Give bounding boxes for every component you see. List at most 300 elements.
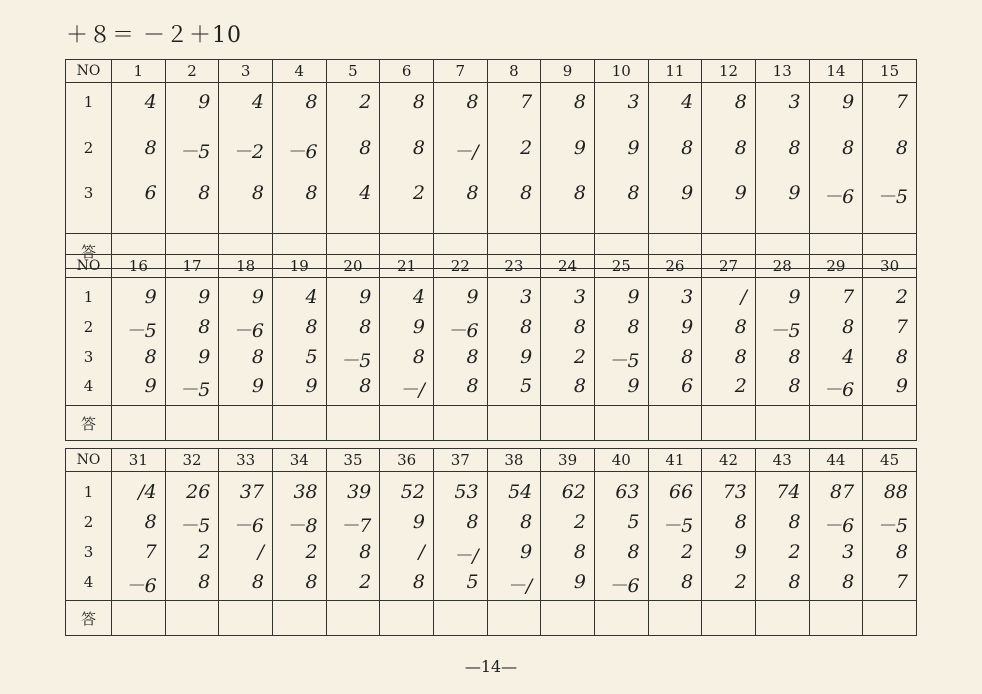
answer-box-21[interactable] <box>380 406 434 441</box>
handwritten-number: 8 <box>788 511 801 533</box>
handwritten-number: 2 <box>734 571 747 593</box>
problem-number: 9 <box>541 60 595 83</box>
handwritten-number: －/ <box>506 575 533 597</box>
problem-column-7 <box>433 83 487 234</box>
handwritten-number: －5 <box>125 320 157 342</box>
handwritten-number: 8 <box>305 316 318 338</box>
handwritten-number: 5 <box>466 571 479 593</box>
problem-column-32 <box>165 472 219 601</box>
handwritten-number: 8 <box>412 346 425 368</box>
handwritten-number: 8 <box>305 182 318 204</box>
handwritten-number: 8 <box>627 541 640 563</box>
handwritten-number: 7 <box>144 541 157 563</box>
handwritten-number: 3 <box>520 286 533 308</box>
problem-number: 8 <box>487 60 541 83</box>
handwritten-number: 8 <box>734 511 747 533</box>
handwritten-number: 9 <box>895 375 908 397</box>
handwritten-number: 6 <box>681 375 694 397</box>
handwritten-number: 8 <box>734 137 747 159</box>
handwritten-number: 9 <box>734 182 747 204</box>
handwritten-number: 8 <box>681 137 694 159</box>
problem-column-20 <box>326 278 380 406</box>
answer-label: 答 <box>66 406 112 441</box>
problem-number: 26 <box>648 255 702 278</box>
problem-column-18 <box>219 278 273 406</box>
answer-box-33[interactable] <box>219 601 273 636</box>
handwritten-number: 8 <box>412 571 425 593</box>
problem-number: 34 <box>272 449 326 472</box>
answer-box-42[interactable] <box>702 601 756 636</box>
handwritten-number: 7 <box>520 91 533 113</box>
handwritten-number: 8 <box>627 316 640 338</box>
handwritten-number: 8 <box>573 316 586 338</box>
answer-box-29[interactable] <box>809 406 863 441</box>
handwritten-number: －5 <box>769 320 801 342</box>
handwritten-number: －6 <box>232 515 264 537</box>
problem-number: 27 <box>702 255 756 278</box>
problem-number: 20 <box>326 255 380 278</box>
handwritten-number: 37 <box>239 481 264 503</box>
no-header: NO <box>66 60 112 83</box>
answer-box-19[interactable] <box>272 406 326 441</box>
handwritten-number: －5 <box>876 515 908 537</box>
problem-column-16 <box>112 278 166 406</box>
problem-number: 5 <box>326 60 380 83</box>
handwritten-number: 8 <box>520 182 533 204</box>
handwritten-number: －5 <box>608 350 640 372</box>
handwritten-number: 5 <box>627 511 640 533</box>
handwritten-number: 9 <box>681 316 694 338</box>
handwritten-number: 8 <box>734 91 747 113</box>
row-label: 3 <box>83 184 94 202</box>
problem-block-2 <box>65 254 917 441</box>
handwritten-number: 8 <box>466 346 479 368</box>
problem-number: 17 <box>165 255 219 278</box>
handwritten-number: －2 <box>232 141 264 163</box>
problem-block-1 <box>65 59 917 269</box>
handwritten-number: 4 <box>305 286 318 308</box>
row-label: 3 <box>83 543 94 561</box>
problem-column-41 <box>648 472 702 601</box>
handwritten-number: 8 <box>144 137 157 159</box>
handwritten-number: 5 <box>305 346 318 368</box>
answer-box-17[interactable] <box>165 406 219 441</box>
handwritten-number: 8 <box>520 511 533 533</box>
handwritten-number: －6 <box>823 515 855 537</box>
problem-column-37 <box>433 472 487 601</box>
handwritten-number: / <box>257 541 264 563</box>
answer-box-37[interactable] <box>433 601 487 636</box>
answer-box-43[interactable] <box>755 601 809 636</box>
problem-column-43 <box>755 472 809 601</box>
handwritten-number: 8 <box>681 346 694 368</box>
problem-number: 1 <box>112 60 166 83</box>
handwritten-number: 8 <box>734 346 747 368</box>
answer-box-22[interactable] <box>433 406 487 441</box>
handwritten-number: 8 <box>520 316 533 338</box>
problem-number: 18 <box>219 255 273 278</box>
problem-number: 31 <box>112 449 166 472</box>
problem-number: 3 <box>219 60 273 83</box>
problem-number: 19 <box>272 255 326 278</box>
handwritten-number: －6 <box>823 186 855 208</box>
problem-column-25 <box>594 278 648 406</box>
answer-box-27[interactable] <box>702 406 756 441</box>
handwritten-number: 8 <box>895 541 908 563</box>
answer-box-20[interactable] <box>326 406 380 441</box>
handwritten-number: 2 <box>573 511 586 533</box>
problem-number: 10 <box>594 60 648 83</box>
problem-number: 23 <box>487 255 541 278</box>
handwritten-number: 9 <box>627 375 640 397</box>
problem-column-24 <box>541 278 595 406</box>
handwritten-number: 8 <box>305 91 318 113</box>
handwritten-number: 9 <box>520 346 533 368</box>
problem-block-3 <box>65 448 917 636</box>
handwritten-number: 62 <box>561 481 586 503</box>
problem-column-13 <box>755 83 809 234</box>
problem-number: 42 <box>702 449 756 472</box>
handwritten-number: 8 <box>842 137 855 159</box>
handwritten-number: 8 <box>681 571 694 593</box>
handwritten-number: 87 <box>830 481 855 503</box>
problem-column-19 <box>272 278 326 406</box>
problem-number: 12 <box>702 60 756 83</box>
handwritten-number: 8 <box>842 571 855 593</box>
handwritten-number: －7 <box>340 515 372 537</box>
answer-box-31[interactable] <box>112 601 166 636</box>
answer-box-40[interactable] <box>594 601 648 636</box>
problem-number: 35 <box>326 449 380 472</box>
row-label: 1 <box>83 93 94 111</box>
problem-column-4 <box>272 83 326 234</box>
handwritten-number: 9 <box>251 286 264 308</box>
problem-column-17 <box>165 278 219 406</box>
answer-box-44[interactable] <box>809 601 863 636</box>
problem-number: 2 <box>165 60 219 83</box>
problem-column-44 <box>809 472 863 601</box>
problem-column-29 <box>809 278 863 406</box>
handwritten-number: 9 <box>520 541 533 563</box>
answer-box-24[interactable] <box>541 406 595 441</box>
handwritten-number: 2 <box>895 286 908 308</box>
row-label: 3 <box>83 348 94 366</box>
handwritten-number: 9 <box>359 286 372 308</box>
problem-number: 37 <box>433 449 487 472</box>
handwritten-number: 39 <box>347 481 372 503</box>
problem-column-40 <box>594 472 648 601</box>
row-label: 2 <box>83 318 94 336</box>
handwritten-number: 8 <box>788 571 801 593</box>
row-label: 1 <box>83 288 94 306</box>
problem-number: 6 <box>380 60 434 83</box>
problem-number: 25 <box>594 255 648 278</box>
handwritten-number: －5 <box>662 515 694 537</box>
handwritten-number: 54 <box>508 481 533 503</box>
handwritten-number: 3 <box>788 91 801 113</box>
handwritten-number: 8 <box>895 346 908 368</box>
problem-number: 30 <box>863 255 917 278</box>
problem-header: ＋８＝ －２＋10 <box>66 23 242 48</box>
handwritten-number: －/ <box>399 379 425 401</box>
handwritten-number: 8 <box>466 511 479 533</box>
answer-label: 答 <box>66 234 112 269</box>
problem-column-21 <box>380 278 434 406</box>
handwritten-number: －5 <box>179 141 211 163</box>
problem-column-38 <box>487 472 541 601</box>
handwritten-number: 2 <box>305 541 318 563</box>
problem-number: 41 <box>648 449 702 472</box>
handwritten-number: 2 <box>359 91 372 113</box>
problem-column-36 <box>380 472 434 601</box>
handwritten-number: 8 <box>734 316 747 338</box>
handwritten-number: 9 <box>144 286 157 308</box>
handwritten-number: 8 <box>466 182 479 204</box>
handwritten-number: 8 <box>466 91 479 113</box>
handwritten-number: 8 <box>144 346 157 368</box>
answer-box-16[interactable] <box>112 406 166 441</box>
handwritten-number: 8 <box>251 346 264 368</box>
no-header: NO <box>66 255 112 278</box>
handwritten-number: 4 <box>251 91 264 113</box>
problem-number: 33 <box>219 449 273 472</box>
problem-column-45 <box>863 472 917 601</box>
handwritten-number: 4 <box>412 286 425 308</box>
problem-column-12 <box>702 83 756 234</box>
handwritten-number: 8 <box>466 375 479 397</box>
handwritten-number: 8 <box>198 571 211 593</box>
handwritten-number: 2 <box>788 541 801 563</box>
problem-column-31 <box>112 472 166 601</box>
problem-number: 14 <box>809 60 863 83</box>
handwritten-number: －6 <box>125 575 157 597</box>
handwritten-number: 8 <box>895 137 908 159</box>
handwritten-number: 8 <box>573 91 586 113</box>
handwritten-number: 3 <box>681 286 694 308</box>
handwritten-number: －6 <box>447 320 479 342</box>
handwritten-number: 3 <box>842 541 855 563</box>
handwritten-number: 9 <box>627 286 640 308</box>
problem-column-8 <box>487 83 541 234</box>
handwritten-number: －5 <box>876 186 908 208</box>
handwritten-number: 8 <box>788 137 801 159</box>
handwritten-number: 8 <box>305 571 318 593</box>
problem-number: 40 <box>594 449 648 472</box>
problem-number: 15 <box>863 60 917 83</box>
handwritten-number: 9 <box>627 137 640 159</box>
handwritten-number: 8 <box>359 541 372 563</box>
handwritten-number: 8 <box>251 571 264 593</box>
problem-column-15 <box>863 83 917 234</box>
handwritten-number: / <box>740 286 747 308</box>
problem-column-2 <box>165 83 219 234</box>
handwritten-number: 9 <box>573 137 586 159</box>
no-header: NO <box>66 449 112 472</box>
answer-box-34[interactable] <box>272 601 326 636</box>
problem-number: 4 <box>272 60 326 83</box>
problem-number: 22 <box>433 255 487 278</box>
problem-column-39 <box>541 472 595 601</box>
handwritten-number: 9 <box>198 91 211 113</box>
handwritten-number: 2 <box>573 346 586 368</box>
answer-box-41[interactable] <box>648 601 702 636</box>
row-label: 2 <box>83 139 94 157</box>
handwritten-number: 8 <box>144 511 157 533</box>
handwritten-number: 9 <box>198 286 211 308</box>
answer-box-35[interactable] <box>326 601 380 636</box>
handwritten-number: 9 <box>305 375 318 397</box>
handwritten-number: 88 <box>883 481 908 503</box>
problem-number: 44 <box>809 449 863 472</box>
handwritten-number: 9 <box>466 286 479 308</box>
handwritten-number: 9 <box>251 375 264 397</box>
handwritten-number: 2 <box>734 375 747 397</box>
problem-number: 32 <box>165 449 219 472</box>
answer-box-38[interactable] <box>487 601 541 636</box>
problem-number: 21 <box>380 255 434 278</box>
row-label: 2 <box>83 513 94 531</box>
handwritten-number: 9 <box>734 541 747 563</box>
handwritten-number: －6 <box>608 575 640 597</box>
problem-column-28 <box>755 278 809 406</box>
handwritten-number: 8 <box>627 182 640 204</box>
handwritten-number: 2 <box>412 182 425 204</box>
problem-column-30 <box>863 278 917 406</box>
answer-box-45[interactable] <box>863 601 917 636</box>
problem-number: 45 <box>863 449 917 472</box>
answer-box-28[interactable] <box>755 406 809 441</box>
handwritten-number: 7 <box>842 286 855 308</box>
row-labels <box>66 83 112 234</box>
handwritten-number: 8 <box>198 316 211 338</box>
problem-column-3 <box>219 83 273 234</box>
handwritten-number: 2 <box>198 541 211 563</box>
handwritten-number: 8 <box>573 541 586 563</box>
handwritten-number: 9 <box>842 91 855 113</box>
handwritten-number: 53 <box>454 481 479 503</box>
handwritten-number: 9 <box>681 182 694 204</box>
problem-column-42 <box>702 472 756 601</box>
handwritten-number: 7 <box>895 316 908 338</box>
handwritten-number: 8 <box>412 137 425 159</box>
handwritten-number: 4 <box>144 91 157 113</box>
problem-number: 24 <box>541 255 595 278</box>
handwritten-number: 5 <box>520 375 533 397</box>
handwritten-number: 2 <box>681 541 694 563</box>
handwritten-number: 9 <box>788 286 801 308</box>
problem-column-33 <box>219 472 273 601</box>
problem-column-10 <box>594 83 648 234</box>
handwritten-number: 8 <box>788 375 801 397</box>
handwritten-number: 38 <box>293 481 318 503</box>
problem-column-23 <box>487 278 541 406</box>
handwritten-number: 7 <box>895 91 908 113</box>
handwritten-number: －8 <box>286 515 318 537</box>
handwritten-number: 74 <box>776 481 801 503</box>
answer-label: 答 <box>66 601 112 636</box>
problem-number: 11 <box>648 60 702 83</box>
handwritten-number: 9 <box>412 316 425 338</box>
handwritten-number: －6 <box>823 379 855 401</box>
handwritten-number: 8 <box>359 316 372 338</box>
answer-box-30[interactable] <box>863 406 917 441</box>
answer-box-36[interactable] <box>380 601 434 636</box>
problem-number: 36 <box>380 449 434 472</box>
row-label: 4 <box>83 573 94 591</box>
answer-box-25[interactable] <box>594 406 648 441</box>
handwritten-number: 26 <box>186 481 211 503</box>
problem-column-9 <box>541 83 595 234</box>
problem-number: 16 <box>112 255 166 278</box>
handwritten-number: 9 <box>144 375 157 397</box>
handwritten-number: －/ <box>453 545 479 567</box>
handwritten-number: 3 <box>627 91 640 113</box>
problem-column-14 <box>809 83 863 234</box>
problem-column-6 <box>380 83 434 234</box>
handwritten-number: 2 <box>359 571 372 593</box>
answer-box-23[interactable] <box>487 406 541 441</box>
handwritten-number: / <box>418 541 425 563</box>
problem-number: 28 <box>755 255 809 278</box>
handwritten-number: －/ <box>453 141 479 163</box>
page-number: —14— <box>464 657 518 676</box>
handwritten-number: 9 <box>412 511 425 533</box>
problem-column-35 <box>326 472 380 601</box>
problem-column-5 <box>326 83 380 234</box>
handwritten-number: －6 <box>232 320 264 342</box>
handwritten-number: /4 <box>138 481 157 503</box>
handwritten-number: 4 <box>681 91 694 113</box>
problem-column-26 <box>648 278 702 406</box>
handwritten-number: 8 <box>842 316 855 338</box>
problem-column-1 <box>112 83 166 234</box>
handwritten-number: 63 <box>615 481 640 503</box>
handwritten-number: 6 <box>144 182 157 204</box>
problem-number: 39 <box>541 449 595 472</box>
row-labels <box>66 278 112 406</box>
handwritten-number: 2 <box>520 137 533 159</box>
handwritten-number: －5 <box>179 379 211 401</box>
handwritten-number: 52 <box>400 481 425 503</box>
handwritten-number: －5 <box>179 515 211 537</box>
problem-column-11 <box>648 83 702 234</box>
problem-number: 43 <box>755 449 809 472</box>
row-label: 1 <box>83 483 94 501</box>
handwritten-number: 8 <box>251 182 264 204</box>
handwritten-number: 8 <box>788 346 801 368</box>
handwritten-number: －6 <box>286 141 318 163</box>
problem-number: 13 <box>755 60 809 83</box>
handwritten-number: －5 <box>340 350 372 372</box>
handwritten-number: 4 <box>842 346 855 368</box>
problem-column-22 <box>433 278 487 406</box>
row-label: 4 <box>83 377 94 395</box>
handwritten-number: 73 <box>722 481 747 503</box>
handwritten-number: 66 <box>669 481 694 503</box>
problem-number: 38 <box>487 449 541 472</box>
answer-box-39[interactable] <box>541 601 595 636</box>
handwritten-number: 8 <box>198 182 211 204</box>
answer-box-32[interactable] <box>165 601 219 636</box>
handwritten-number: 9 <box>788 182 801 204</box>
answer-box-26[interactable] <box>648 406 702 441</box>
answer-box-18[interactable] <box>219 406 273 441</box>
row-labels <box>66 472 112 601</box>
handwritten-number: 8 <box>573 182 586 204</box>
handwritten-number: 4 <box>359 182 372 204</box>
problem-column-27 <box>702 278 756 406</box>
handwritten-number: 8 <box>359 137 372 159</box>
